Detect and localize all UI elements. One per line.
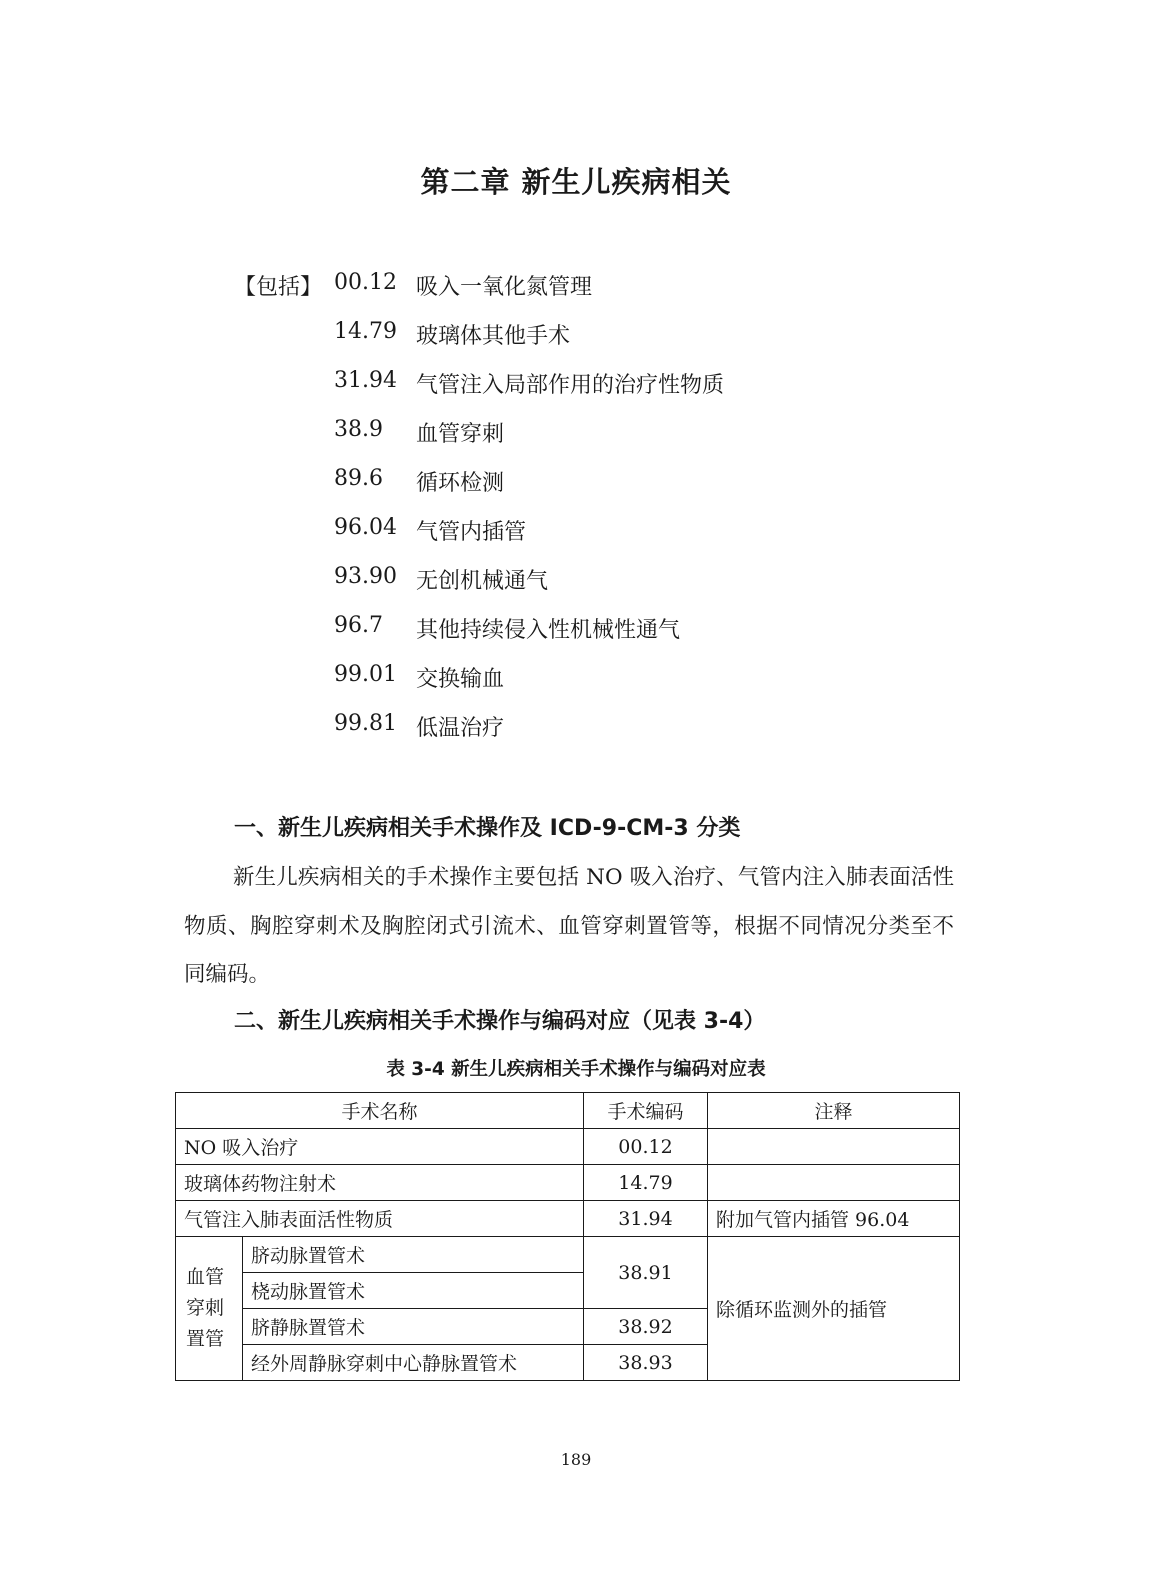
include-code: 38.9 [334, 417, 383, 442]
table-header-row [176, 1093, 960, 1129]
procedure-code-cell: 31.94 [584, 1201, 708, 1237]
note-cell: 除循环监测外的插管 [708, 1237, 960, 1381]
section-heading: 一、新生儿疾病相关手术操作及 ICD-9-CM-3 分类 [234, 816, 741, 841]
table-row [176, 1201, 960, 1237]
include-name: 其他持续侵入性机械性通气 [416, 618, 681, 643]
table-row [176, 1165, 960, 1201]
include-name: 无创机械通气 [416, 569, 549, 594]
procedure-code-cell: 38.91 [584, 1237, 708, 1309]
include-code: 89.6 [334, 466, 383, 491]
procedure-name-cell: 气管注入肺表面活性物质 [176, 1201, 584, 1237]
column-header: 手术编码 [584, 1093, 708, 1129]
procedure-name-cell: 玻璃体药物注射术 [176, 1165, 584, 1201]
include-name: 低温治疗 [416, 716, 505, 741]
include-code: 31.94 [334, 368, 397, 393]
include-code: 14.79 [334, 319, 397, 344]
procedure-code-cell: 38.93 [584, 1345, 708, 1381]
includes-label: 【包括】 [234, 275, 323, 300]
procedure-name-cell: 桡动脉置管术 [243, 1273, 584, 1309]
include-code: 96.04 [334, 515, 397, 540]
column-header: 注释 [708, 1093, 960, 1129]
procedure-code-cell: 14.79 [584, 1165, 708, 1201]
include-name: 气管内插管 [416, 520, 527, 545]
table-row [176, 1129, 960, 1165]
procedure-code-cell: 38.92 [584, 1309, 708, 1345]
procedure-name-cell: NO 吸入治疗 [176, 1129, 584, 1165]
note-cell [708, 1165, 960, 1201]
include-code: 99.81 [334, 711, 397, 736]
chapter-title: 第二章 新生儿疾病相关 [420, 165, 732, 199]
procedure-name-cell: 经外周静脉穿刺中心静脉置管术 [243, 1345, 584, 1381]
include-code: 99.01 [334, 662, 397, 687]
include-code: 93.90 [334, 564, 397, 589]
body-paragraph: 新生儿疾病相关的手术操作主要包括 NO 吸入治疗、气管内注入肺表面活性物质、胸腔穿刺术及胸腔闭式引流术、血管穿刺置管等，根据不同情况分类至不同编码。 [184, 865, 954, 987]
note-cell: 附加气管内插管 96.04 [708, 1201, 960, 1237]
note-cell [708, 1129, 960, 1165]
include-code: 96.7 [334, 613, 383, 638]
procedure-name-cell: 脐动脉置管术 [243, 1237, 584, 1273]
table-caption: 表 3-4 新生儿疾病相关手术操作与编码对应表 [386, 1059, 766, 1080]
include-name: 吸入一氧化氮管理 [416, 275, 593, 300]
include-name: 玻璃体其他手术 [416, 324, 571, 349]
include-name: 血管穿刺 [416, 422, 505, 447]
column-header: 手术名称 [176, 1093, 584, 1129]
procedure-name-cell: 脐静脉置管术 [243, 1309, 584, 1345]
include-name: 交换输血 [416, 667, 505, 692]
procedure-code-cell: 00.12 [584, 1129, 708, 1165]
section-heading: 二、新生儿疾病相关手术操作与编码对应（见表 3-4） [234, 1009, 766, 1034]
include-code: 00.12 [334, 270, 397, 295]
procedure-code-table [175, 1092, 960, 1381]
include-name: 循环检测 [416, 471, 505, 496]
table-row [176, 1237, 960, 1273]
page-number: 189 [560, 1450, 592, 1469]
include-name: 气管注入局部作用的治疗性物质 [416, 373, 725, 398]
group-label-cell: 血管穿刺置管 [176, 1237, 243, 1381]
